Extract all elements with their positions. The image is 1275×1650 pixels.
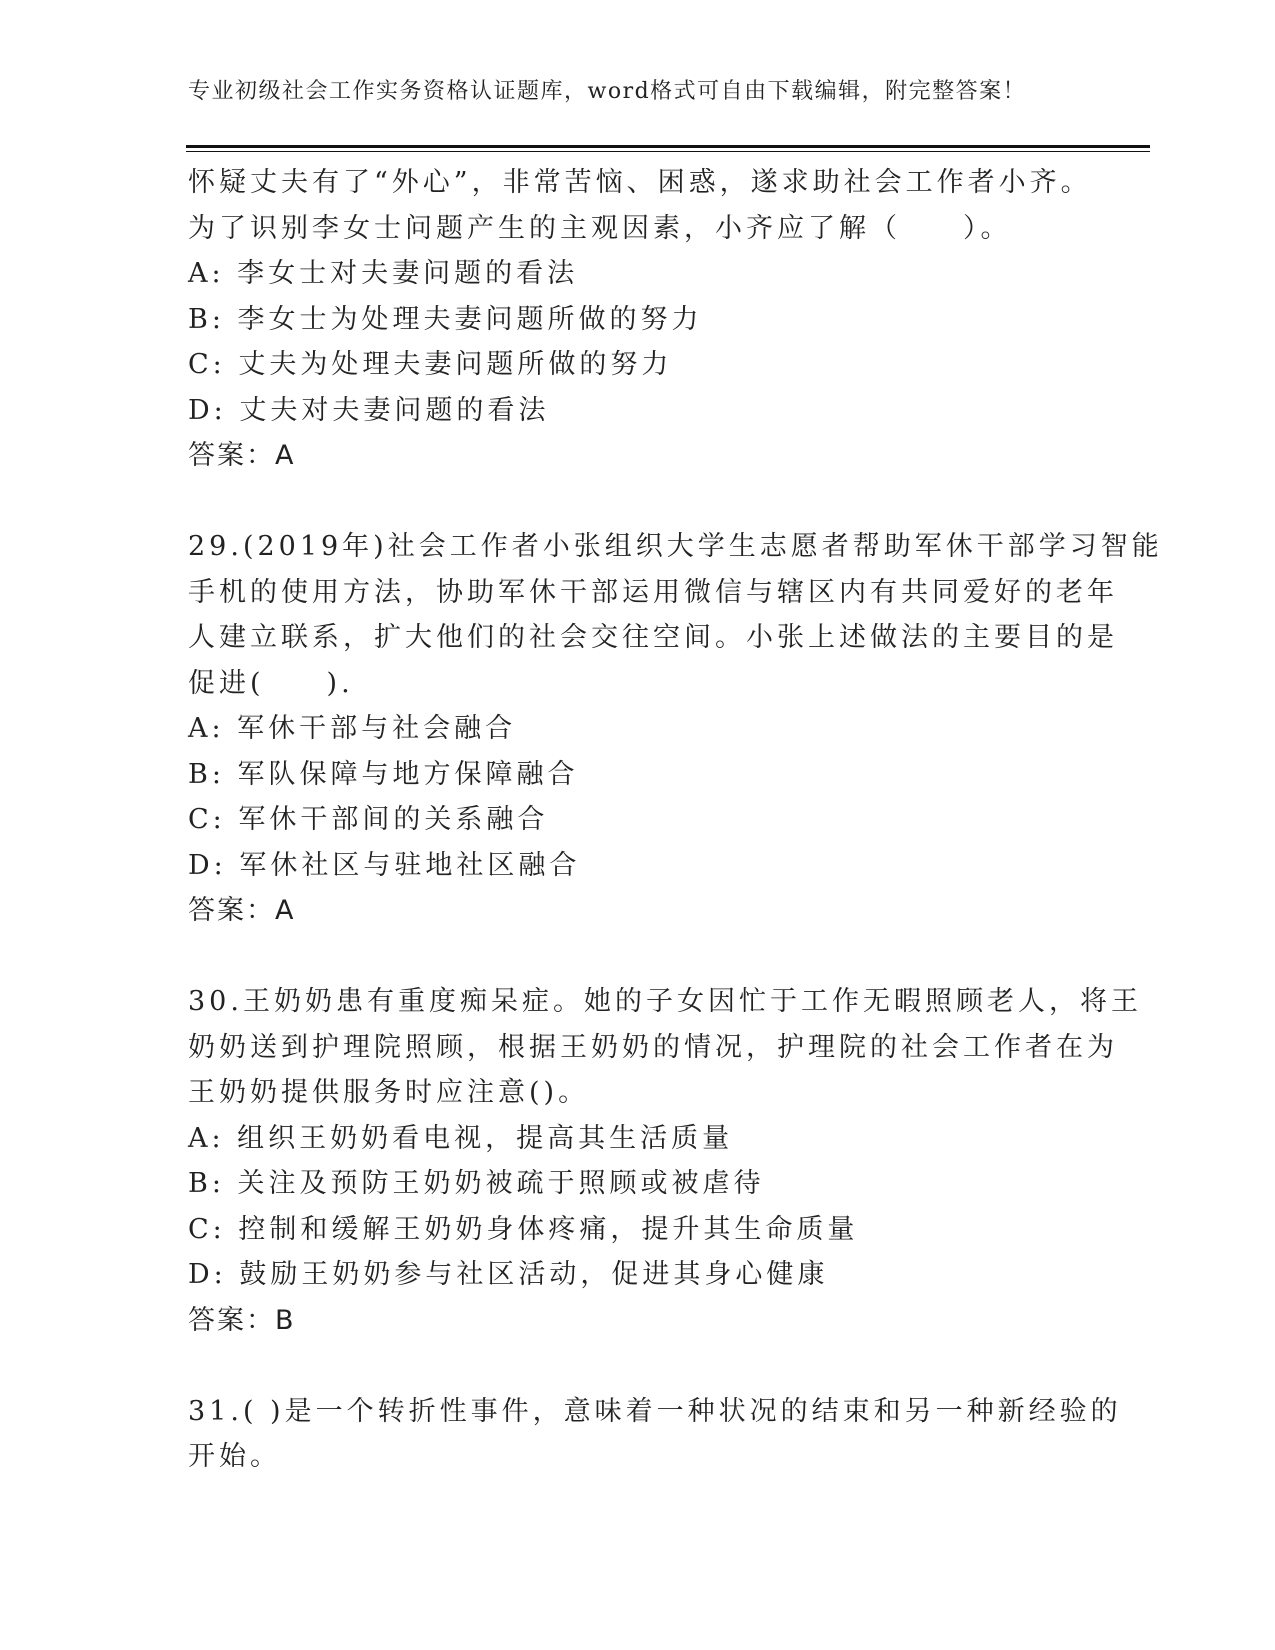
page-header: 专业初级社会工作实务资格认证题库，word格式可自由下载编辑，附完整答案！ [188, 79, 1027, 104]
option-a: A: 军休干部与社会融合 [188, 713, 517, 744]
option-c: C: 丈夫为处理夫妻问题所做的努力 [188, 349, 673, 380]
answer-line: 答案：A [188, 440, 296, 471]
question-stem-line: 29.(2019年)社会工作者小张组织大学生志愿者帮助军休干部学习智能 [188, 531, 1163, 562]
question-stem-line: 31.( )是一个转折性事件，意味着一种状况的结束和另一种新经验的 [188, 1395, 1122, 1427]
option-b: B: 李女士为处理夫妻问题所做的努力 [188, 303, 703, 335]
option-a: A: 李女士对夫妻问题的看法 [188, 258, 579, 289]
question-stem-line: 30.王奶奶患有重度痴呆症。她的子女因忙于工作无暇照顾老人，将王 [188, 986, 1142, 1017]
question-31 [188, 1389, 1122, 1480]
question-30 [188, 979, 1142, 1343]
option-c: C: 军休干部间的关系融合 [188, 804, 549, 835]
question-stem-line: 为了识别李女士问题产生的主观因素，小齐应了解（ ）。 [188, 212, 1012, 244]
header-rule-thin [186, 151, 1150, 152]
question-stem-line: 促进( ). [188, 667, 354, 699]
question-stem-line: 怀疑丈夫有了“外心”，非常苦恼、困惑，遂求助社会工作者小齐。 [188, 167, 1092, 198]
question-stem-line: 奶奶送到护理院照顾，根据王奶奶的情况，护理院的社会工作者在为 [188, 1031, 1118, 1063]
option-c: C: 控制和缓解王奶奶身体疼痛，提升其生命质量 [188, 1213, 859, 1245]
question-stem-line: 人建立联系，扩大他们的社会交往空间。小张上述做法的主要目的是 [188, 622, 1118, 653]
question-content [188, 160, 1163, 1480]
question-29 [188, 524, 1163, 934]
question-28 [188, 160, 1092, 479]
option-d: D: 军休社区与驻地社区融合 [188, 849, 581, 881]
option-b: B: 军队保障与地方保障融合 [188, 758, 579, 790]
option-b: B: 关注及预防王奶奶被疏于照顾或被虐待 [188, 1168, 765, 1199]
answer-line: 答案：A [188, 895, 296, 926]
answer-line: 答案：B [188, 1304, 296, 1336]
header-rule-thick [186, 145, 1150, 148]
question-stem-line: 王奶奶提供服务时应注意()。 [188, 1077, 590, 1108]
option-d: D: 鼓励王奶奶参与社区活动，促进其身心健康 [188, 1259, 829, 1290]
option-d: D: 丈夫对夫妻问题的看法 [188, 394, 550, 426]
question-stem-line: 手机的使用方法，协助军休干部运用微信与辖区内有共同爱好的老年 [188, 576, 1118, 608]
option-a: A: 组织王奶奶看电视，提高其生活质量 [188, 1122, 734, 1154]
question-stem-line: 开始。 [188, 1441, 281, 1472]
